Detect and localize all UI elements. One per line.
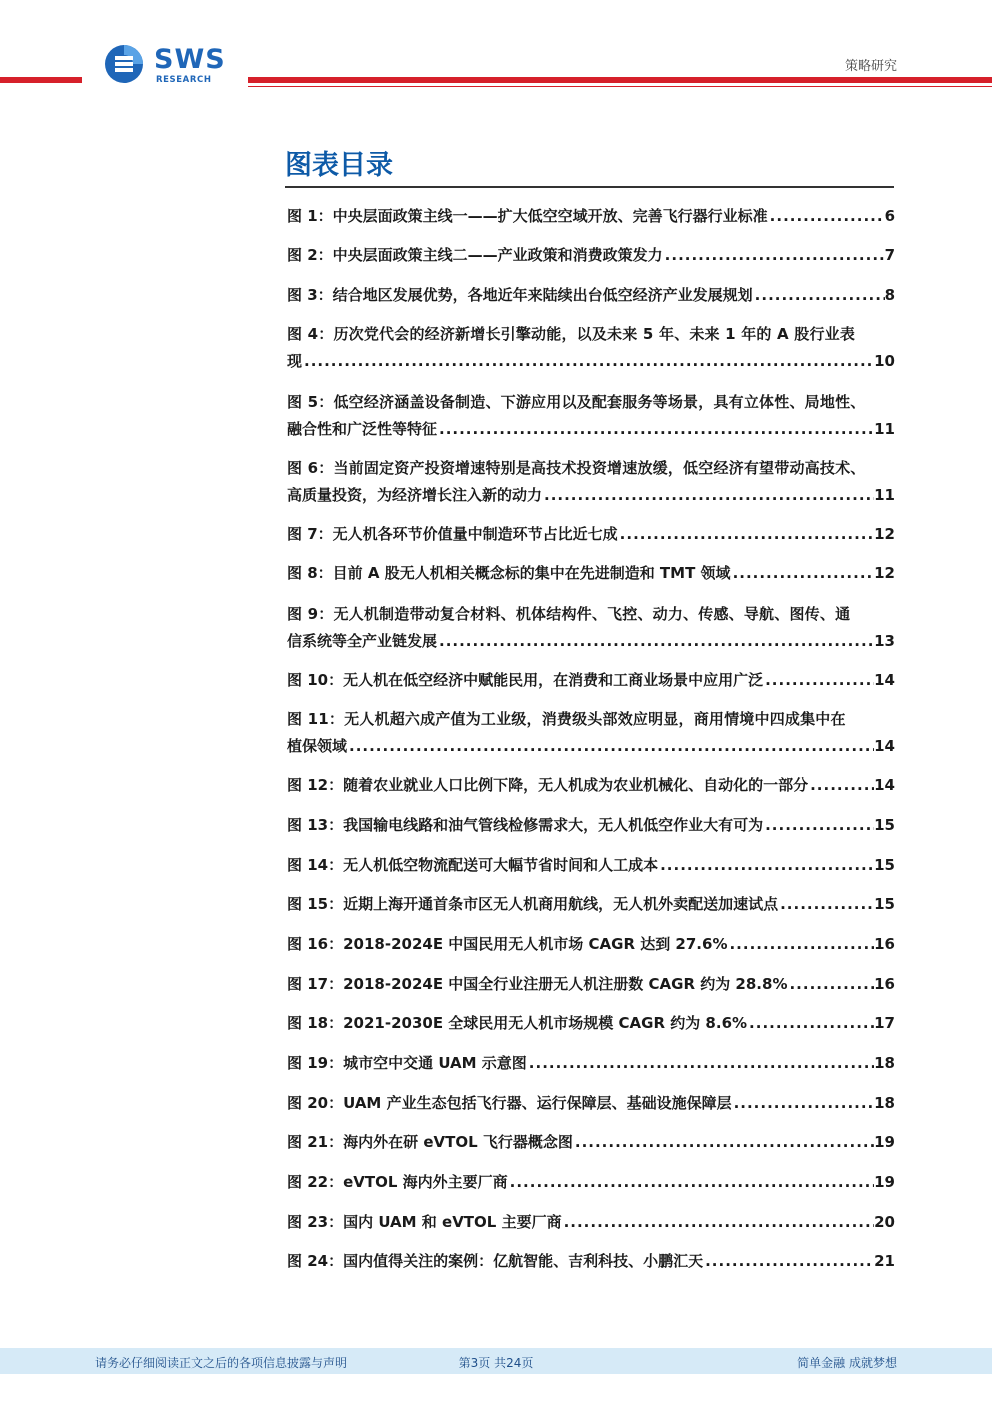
toc-entry-text: 图 19：城市空中交通 UAM 示意图 xyxy=(287,1054,527,1072)
toc-entry[interactable] xyxy=(287,852,895,879)
toc-entry-page: 11 xyxy=(874,486,895,504)
toc-entry-page: 12 xyxy=(874,525,895,543)
toc-entry[interactable] xyxy=(287,1050,895,1077)
toc-entry-text: 植保领域 xyxy=(287,737,348,755)
toc-entry[interactable] xyxy=(287,931,895,958)
toc-entry-page: 14 xyxy=(874,737,895,755)
toc-entry-page: 21 xyxy=(874,1252,895,1270)
toc-leader-dots xyxy=(527,1050,874,1077)
toc-entry-page: 17 xyxy=(874,1014,895,1032)
toc-entry-text: 图 1：中央层面政策主线一——扩大低空空域开放、完善飞行器行业标准 xyxy=(287,207,768,225)
toc-leader-dots xyxy=(573,1129,874,1156)
toc-entry-text-line1: 图 4：历次党代会的经济新增长引擎动能，以及未来 5 年、未来 1 年的 A 股行业表 xyxy=(287,325,856,343)
footer-disclaimer: 请务必仔细阅读正文之后的各项信息披露与声明 xyxy=(95,1356,348,1370)
toc-entry[interactable] xyxy=(287,282,895,309)
toc-entry[interactable] xyxy=(287,1129,895,1156)
toc-entry-page: 18 xyxy=(874,1094,895,1112)
toc-leader-dots xyxy=(732,1090,875,1117)
toc-entry-page: 16 xyxy=(874,935,895,953)
toc-entry-page: 16 xyxy=(874,975,895,993)
toc-entry-text: 高质量投资，为经济增长注入新的动力 xyxy=(287,486,543,504)
header-rule xyxy=(248,86,992,87)
toc-entry-text: 图 15：近期上海开通首条市区无人机商用航线，无人机外卖配送加速试点 xyxy=(287,895,779,913)
toc-leader-dots xyxy=(763,812,874,839)
toc-entry-text: 图 8：目前 A 股无人机相关概念标的集中在先进制造和 TMT 领域 xyxy=(287,564,731,582)
toc-entry-page: 19 xyxy=(874,1173,895,1191)
logo-mark-icon xyxy=(104,44,144,84)
logo-subtext: RESEARCH xyxy=(156,75,212,85)
toc-entry[interactable] xyxy=(287,1248,895,1275)
toc-entry-text: 图 3：结合地区发展优势，各地近年来陆续出台低空经济产业发展规划 xyxy=(287,286,753,304)
toc-entry[interactable] xyxy=(287,772,895,799)
toc-entry-text: 图 24：国内值得关注的案例：亿航智能、吉利科技、小鹏汇天 xyxy=(287,1252,704,1270)
toc-leader-dots xyxy=(302,348,874,375)
company-logo xyxy=(104,44,234,88)
toc-entry[interactable] xyxy=(287,1010,895,1037)
toc-leader-dots xyxy=(508,1169,874,1196)
toc-entry-text: 图 7：无人机各环节价值量中制造环节占比近七成 xyxy=(287,525,618,543)
toc-leader-dots xyxy=(703,1248,874,1275)
toc-entry-page: 15 xyxy=(874,856,895,874)
toc-entry-page: 14 xyxy=(874,776,895,794)
toc-leader-dots xyxy=(763,667,874,694)
toc-entry[interactable] xyxy=(287,891,895,918)
toc-entry[interactable] xyxy=(287,321,895,375)
header-bar-right xyxy=(248,77,992,83)
toc-entry-text: 图 20：UAM 产业生态包括飞行器、运行保障层、基础设施保障层 xyxy=(287,1094,732,1112)
toc-leader-dots xyxy=(562,1209,875,1236)
toc-entry-page: 12 xyxy=(874,564,895,582)
toc-entry-page: 7 xyxy=(884,246,895,264)
toc-entry[interactable] xyxy=(287,971,895,998)
toc-entry-page: 6 xyxy=(884,207,895,225)
toc-entry[interactable] xyxy=(287,455,895,509)
toc-entry-page: 20 xyxy=(874,1213,895,1231)
toc-entry-text: 图 22：eVTOL 海内外主要厂商 xyxy=(287,1173,508,1191)
logo-text: SWS xyxy=(154,44,226,75)
toc-leader-dots xyxy=(437,416,874,443)
toc-entry-page: 19 xyxy=(874,1133,895,1151)
toc-leader-dots xyxy=(731,560,875,587)
toc-entry[interactable] xyxy=(287,560,895,587)
toc-leader-dots xyxy=(768,203,885,230)
toc-entry-page: 13 xyxy=(874,632,895,650)
toc-title-rule xyxy=(285,186,894,188)
toc-entry-text-line1: 图 5：低空经济涵盖设备制造、下游应用以及配套服务等场景，具有立体性、局地性、 xyxy=(287,393,866,411)
toc-leader-dots xyxy=(778,891,874,918)
section-label: 策略研究 xyxy=(844,59,897,74)
toc-entry-page: 11 xyxy=(874,420,895,438)
toc-entry-text: 图 18：2021-2030E 全球民用无人机市场规模 CAGR 约为 8.6% xyxy=(287,1014,748,1032)
toc-entry[interactable] xyxy=(287,1169,895,1196)
toc-entry[interactable] xyxy=(287,667,895,694)
toc-entry-text: 图 12：随着农业就业人口比例下降，无人机成为农业机械化、自动化的一部分 xyxy=(287,776,809,794)
toc-entry-page: 15 xyxy=(874,816,895,834)
toc-entry-text: 图 17：2018-2024E 中国全行业注册无人机注册数 CAGR 约为 28.8% xyxy=(287,975,788,993)
toc-entry-text: 融合性和广泛性等特征 xyxy=(287,420,438,438)
header-bar-left xyxy=(0,77,82,83)
toc-entry[interactable] xyxy=(287,1209,895,1236)
toc-leader-dots xyxy=(437,628,874,655)
toc-entry[interactable] xyxy=(287,521,895,548)
toc-entry-page: 8 xyxy=(884,286,895,304)
footer-page-number: 第3页 共24页 xyxy=(458,1356,534,1370)
toc-leader-dots xyxy=(727,931,874,958)
toc-entry-text-line1: 图 6：当前固定资产投资增速特别是高技术投资增速放缓，低空经济有望带动高技术、 xyxy=(287,459,866,477)
toc-leader-dots xyxy=(787,971,874,998)
toc-entry[interactable] xyxy=(287,812,895,839)
toc-entry-text: 图 14：无人机低空物流配送可大幅节省时间和人工成本 xyxy=(287,856,659,874)
toc-leader-dots xyxy=(347,733,874,760)
toc-entry-text: 图 21：海内外在研 eVTOL 飞行器概念图 xyxy=(287,1133,573,1151)
toc-leader-dots xyxy=(808,772,874,799)
toc-entry-page: 15 xyxy=(874,895,895,913)
toc-entry-page: 10 xyxy=(874,352,895,370)
toc-entry-text: 图 23：国内 UAM 和 eVTOL 主要厂商 xyxy=(287,1213,562,1231)
toc-leader-dots xyxy=(753,282,885,309)
toc-entry-text: 图 16：2018-2024E 中国民用无人机市场 CAGR 达到 27.6% xyxy=(287,935,728,953)
toc-entry-text: 现 xyxy=(287,352,303,370)
toc-entry-text: 图 10：无人机在低空经济中赋能民用，在消费和工商业场景中应用广泛 xyxy=(287,671,764,689)
toc-entry[interactable] xyxy=(287,203,895,230)
toc-title: 图表目录 xyxy=(285,150,393,181)
toc-entry[interactable] xyxy=(287,1090,895,1117)
toc-entry-page: 18 xyxy=(874,1054,895,1072)
toc-entry-text: 图 13：我国输电线路和油气管线检修需求大，无人机低空作业大有可为 xyxy=(287,816,764,834)
toc-entry-text: 图 2：中央层面政策主线二——产业政策和消费政策发力 xyxy=(287,246,663,264)
toc-entry-text-line1: 图 9：无人机制造带动复合材料、机体结构件、飞控、动力、传感、导航、图传、通 xyxy=(287,605,851,623)
toc-entry-page: 14 xyxy=(874,671,895,689)
toc-leader-dots xyxy=(747,1010,874,1037)
toc-leader-dots xyxy=(663,242,885,269)
toc-entry[interactable] xyxy=(287,242,895,269)
toc-leader-dots xyxy=(658,852,874,879)
toc-leader-dots xyxy=(542,482,874,509)
toc-entry[interactable] xyxy=(287,601,895,655)
toc-entry-text: 信系统等全产业链发展 xyxy=(287,632,438,650)
footer-slogan: 简单金融 成就梦想 xyxy=(797,1356,897,1370)
toc-entry[interactable] xyxy=(287,706,895,760)
toc-leader-dots xyxy=(618,521,874,548)
toc-entry[interactable] xyxy=(287,389,895,443)
toc-entry-text-line1: 图 11：无人机超六成产值为工业级，消费级头部效应明显，商用情境中四成集中在 xyxy=(287,710,846,728)
